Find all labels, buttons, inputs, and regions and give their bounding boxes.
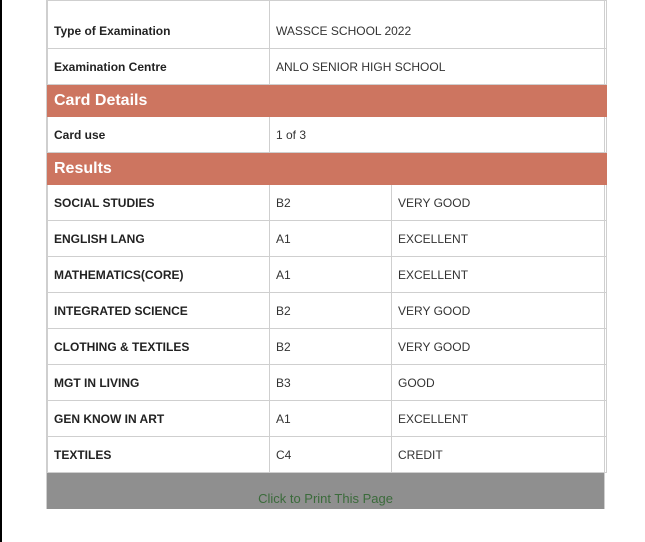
table-row — [48, 257, 607, 293]
subject-grade: B3 — [270, 365, 392, 401]
exam-centre-label: Examination Centre — [48, 49, 270, 85]
subject-name: TEXTILES — [48, 437, 270, 473]
exam-centre-row — [48, 49, 607, 85]
subject-grade: A1 — [270, 401, 392, 437]
subject-name: SOCIAL STUDIES — [48, 185, 270, 221]
subject-remark: VERY GOOD — [392, 293, 607, 329]
card-use-value: 1 of 3 — [270, 117, 607, 153]
subject-name: ENGLISH LANG — [48, 221, 270, 257]
subject-grade: C4 — [270, 437, 392, 473]
subject-grade: B2 — [270, 329, 392, 365]
subject-remark: GOOD — [392, 365, 607, 401]
subject-name: MGT IN LIVING — [48, 365, 270, 401]
subject-name: MATHEMATICS(CORE) — [48, 257, 270, 293]
subject-remark: CREDIT — [392, 437, 607, 473]
table-row — [48, 437, 607, 473]
subject-remark: EXCELLENT — [392, 257, 607, 293]
subject-remark: EXCELLENT — [392, 221, 607, 257]
subject-grade: B2 — [270, 293, 392, 329]
card-details-header — [48, 85, 607, 117]
page-edge — [0, 0, 2, 542]
results-header — [48, 153, 607, 185]
subject-grade: A1 — [270, 257, 392, 293]
subject-name: CLOTHING & TEXTILES — [48, 329, 270, 365]
table-row — [48, 293, 607, 329]
exam-type-label: Type of Examination — [48, 1, 270, 49]
card-details-heading: Card Details — [48, 85, 607, 117]
print-page-button[interactable]: Click to Print This Page — [47, 473, 604, 509]
subject-remark: VERY GOOD — [392, 329, 607, 365]
table-row — [48, 365, 607, 401]
result-table — [47, 0, 607, 473]
table-row — [48, 329, 607, 365]
exam-type-value: WASSCE SCHOOL 2022 — [270, 1, 607, 49]
results-heading: Results — [48, 153, 607, 185]
result-card — [46, 0, 605, 509]
subject-grade: B2 — [270, 185, 392, 221]
subject-name: GEN KNOW IN ART — [48, 401, 270, 437]
table-row — [48, 221, 607, 257]
card-use-label: Card use — [48, 117, 270, 153]
subject-remark: EXCELLENT — [392, 401, 607, 437]
subject-grade: A1 — [270, 221, 392, 257]
exam-centre-value: ANLO SENIOR HIGH SCHOOL — [270, 49, 607, 85]
subject-remark: VERY GOOD — [392, 185, 607, 221]
table-row — [48, 185, 607, 221]
subject-name: INTEGRATED SCIENCE — [48, 293, 270, 329]
card-use-row — [48, 117, 607, 153]
exam-type-row — [48, 1, 607, 49]
table-row — [48, 401, 607, 437]
